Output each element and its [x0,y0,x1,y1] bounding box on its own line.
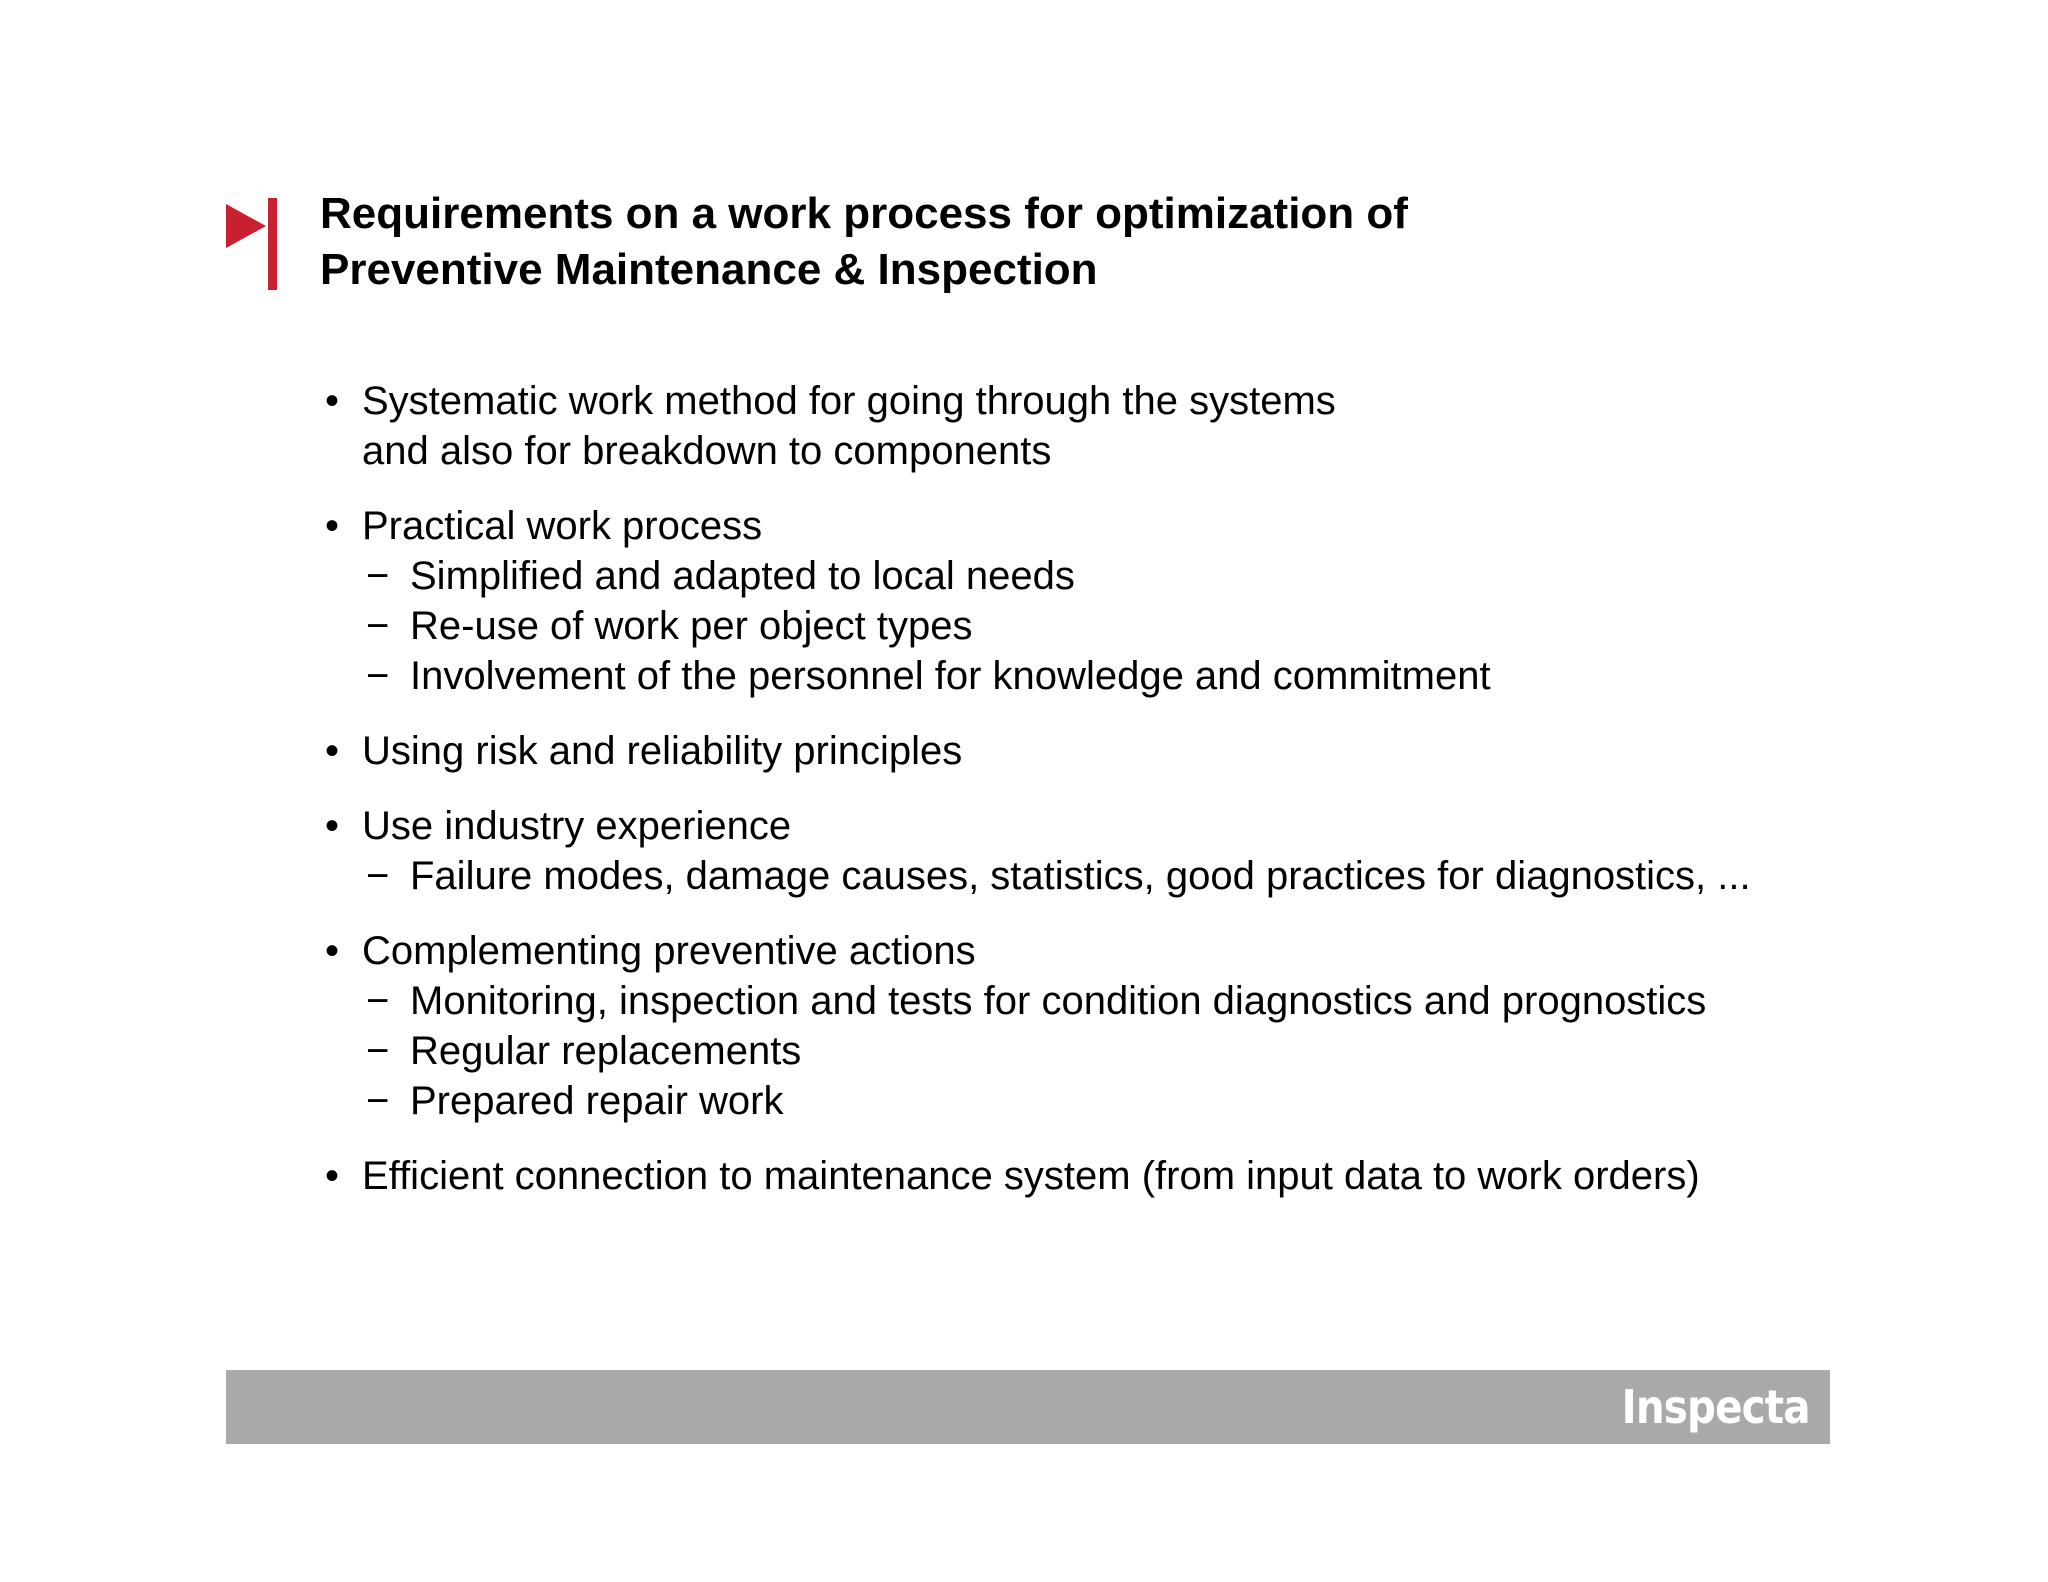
bullet-dot-icon: • [325,729,340,773]
dash-bullet-icon: − [366,654,390,698]
bullet-item [320,801,1880,901]
bullet-dot-icon: • [325,504,340,548]
sub-bullet-item [362,651,1880,701]
sub-bullet-text: Simplified and adapted to local needs [410,554,1075,598]
slide-title [320,186,1820,298]
dash-bullet-icon: − [366,554,390,598]
sub-bullet-text: Regular replacements [410,1029,802,1073]
bullet-text: Using risk and reliability principles [362,729,963,773]
sub-bullet-item [362,1026,1880,1076]
bullet-dot-icon: • [325,804,340,848]
dash-bullet-icon: − [366,1079,390,1123]
dash-bullet-icon: − [366,979,390,1023]
bullet-item [320,726,1880,776]
bullet-item [320,376,1880,476]
sub-bullet-item [362,976,1880,1026]
bullet-dot-icon: • [325,1154,340,1198]
bullet-text: Systematic work method for going through the systems [362,379,1336,423]
dash-bullet-icon: − [366,854,390,898]
inspecta-logo: Inspecta [1621,1380,1810,1434]
dash-bullet-icon: − [366,1029,390,1073]
sub-bullet-text: Prepared repair work [410,1079,784,1123]
bullet-item [320,1151,1880,1201]
bullet-item [320,501,1880,701]
bullet-text: and also for breakdown to components [362,429,1052,473]
sub-bullet-list [362,551,1880,701]
sub-bullet-text: Monitoring, inspection and tests for condition diagnostics and prognostics [410,979,1707,1023]
bullet-dot-icon: • [325,379,340,423]
sub-bullet-item [362,551,1880,601]
bullet-text: Complementing preventive actions [362,929,976,973]
sub-bullet-text: Re-use of work per object types [410,604,973,648]
bullet-item [320,926,1880,1126]
flag-marker-icon [226,198,278,290]
sub-bullet-text: Involvement of the personnel for knowledge and commitment [410,654,1491,698]
bullet-text: Efficient connection to maintenance system (from input data to work orders) [362,1154,1700,1198]
sub-bullet-item [362,851,1880,901]
sub-bullet-item [362,601,1880,651]
slide-title-line-1: Requirements on a work process for optimization of [320,189,1408,238]
sub-bullet-list [362,851,1880,901]
bullet-list [320,376,1880,1226]
footer-bar [226,1370,1830,1444]
bullet-text: Practical work process [362,504,763,548]
sub-bullet-text: Failure modes, damage causes, statistics, good practices for diagnostics, ... [410,854,1751,898]
bullet-text: Use industry experience [362,804,792,848]
dash-bullet-icon: − [366,604,390,648]
sub-bullet-item [362,1076,1880,1126]
bullet-dot-icon: • [325,929,340,973]
slide-title-line-2: Preventive Maintenance & Inspection [320,245,1098,294]
sub-bullet-list [362,976,1880,1126]
